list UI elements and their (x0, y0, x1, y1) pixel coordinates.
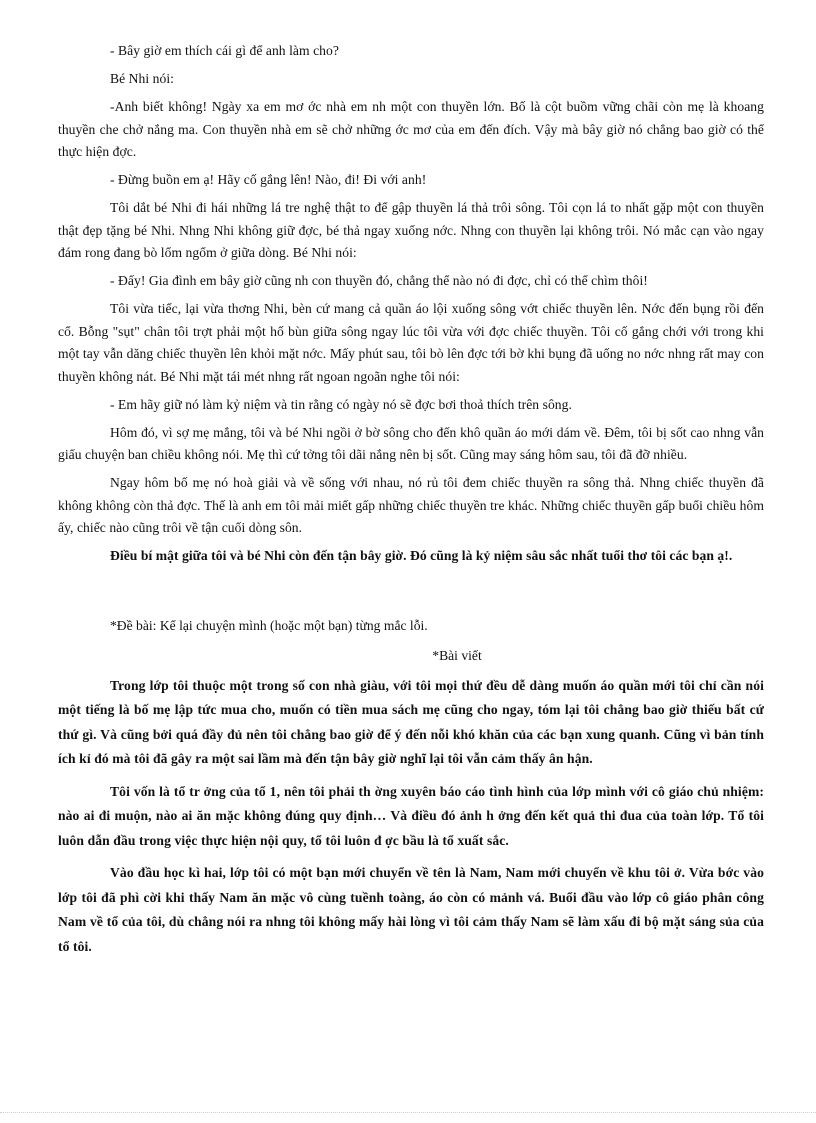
page-bottom-border (0, 1112, 816, 1113)
paragraph: Hôm đó, vì sợ mẹ mắng, tôi và bé Nhi ngồi ở bờ sông cho đến khô quần áo mới dám về. Đêm, tôi bị sốt cao nhng vẫn giấu chuyện ban chiều không nói. Mẹ thì cứ tởng tôi dãi nắng nên bị sốt. Cũng may sáng hôm sau, tôi đã đỡ nhiều. (58, 424, 764, 462)
paragraph: - Đừng buồn em ạ! Hãy cố gắng lên! Nào, đi! Đi với anh! (110, 172, 427, 187)
story-one (58, 40, 764, 568)
paragraph: - Bây giờ em thích cái gì để anh làm cho? (110, 43, 339, 58)
essay-prompt: *Đề bài: Kể lại chuyện mình (hoặc một bạn) từng mắc lỗi. (110, 617, 428, 633)
story-two (58, 674, 764, 960)
paragraph: Bé Nhi nói: (110, 71, 174, 86)
paragraph: Ngay hôm bố mẹ nó hoà giải và về sống với nhau, nó rủ tôi đem chiếc thuyền ra sông thả. Nhng chiếc thuyền đã không không còn thả đợc. Thế là anh em tôi mải miết gấp những chiếc thuyền tre khác. Những chiếc thuyền gấp buổi chiều hôm ấy, chiếc nào cũng trôi về tận cuối dòng sôn. (58, 475, 764, 535)
paragraph: Vào đầu học kì hai, lớp tôi có một bạn mới chuyển về tên là Nam, Nam mới chuyển về khu tôi ở. Vừa bớc vào lớp tôi đã phì cời khi thấy Nam ăn mặc vô cùng tuềnh toàng, áo còn có mảnh vá. Buổi đầu vào lớp cô giáo phân công Nam về tổ của tôi, dù chẳng nói ra nhng tôi không mấy hài lòng vì tôi cảm thấy Nam sẽ làm xấu đi bộ mặt sáng sủa của tổ tôi. (58, 865, 764, 954)
paragraph: - Đấy! Gia đình em bây giờ cũng nh con thuyền đó, chẳng thể nào nó đi đợc, chỉ có thể chìm thôi! (110, 273, 648, 288)
paragraph: Tôi dắt bé Nhi đi hái những lá tre nghệ thật to để gập thuyền lá thả trôi sông. Tôi cọn lá to nhất gặp một con thuyền thật đẹp tặng bé Nhi. Nhng Nhi không giữ đợc, bé thả ngay xuống nớc. Nhng con thuyền lại không trôi. Nó mắc cạn vào ngay đám rong đang bò lổm ngổm ở giữa dòng. Bé Nhi nói: (58, 200, 764, 260)
paragraph: Trong lớp tôi thuộc một trong số con nhà giàu, với tôi mọi thứ đều dễ dàng muốn áo quần mới tôi chỉ cần nói một tiếng là bố mẹ lập tức mua cho, muốn có tiền mua sách mẹ cũng cho ngay, tóm lại tôi chẳng bao giờ thiếu bất cứ thứ gì. Và cũng bởi quá đầy đủ nên tôi chẳng bao giờ để ý đến nỗi khó khăn của các bạn xung quanh. Cũng vì bản tính ích kỉ đó mà tôi đã gây ra một sai lầm mà đến tận bây giờ nghĩ lại tôi vẫn cảm thấy ân hận. (58, 677, 764, 766)
closing-paragraph: Điều bí mật giữa tôi và bé Nhi còn đến tận bây giờ. Đó cũng là kỷ niệm sâu sắc nhất tuổi thơ tôi các bạn ạ!. (110, 548, 733, 563)
paragraph: Tôi vừa tiếc, lại vừa thơng Nhi, bèn cứ mang cả quần áo lội xuống sông vớt chiếc thuyền lên. Nớc đến bụng rồi đến cổ. Bỗng "sụt" chân tôi trợt phải một hố bùn giữa sông ngay lúc tôi vừa với đợc chiếc thuyền. Tôi cố gắng chới với trong khi một tay vẫn dăng chiếc thuyền lên khỏi mặt nớc. Mấy phút sau, tôi bò lên đợc tới bờ khi bụng đã uống no nớc nhng rất may con thuyền không nát. Bé Nhi mặt tái mét nhng rất ngoan ngoãn nghe tôi nói: (58, 301, 764, 384)
paragraph: -Anh biết không! Ngày xa em mơ ớc nhà em nh một con thuyền lớn. Bố là cột buồm vững chãi còn mẹ là khoang thuyền che chở nắng ma. Con thuyền nhà em sẽ chở những ớc mơ của em đến đích. Vậy mà bây giờ nó chẳng bao giờ có thể thực hiện đợc. (58, 99, 764, 159)
essay-subtitle: *Bài viết (432, 647, 482, 663)
paragraph: - Em hãy giữ nó làm kỷ niệm và tin rằng có ngày nó sẽ đợc bơi thoả thích trên sông. (110, 396, 572, 412)
paragraph: Tôi vốn là tổ tr ởng của tổ 1, nên tôi phải th ờng xuyên báo cáo tình hình của lớp mình với cô giáo chủ nhiệm: nào ai đi muộn, nào ai ăn mặc không đúng quy định… Và điều đó ảnh h ởng đến kết quả thi đua của toàn lớp. Tổ tôi luôn dẫn đầu trong việc thực hiện nội quy, tổ tôi luôn đ ợc bầu là tổ xuất sắc. (58, 783, 764, 848)
